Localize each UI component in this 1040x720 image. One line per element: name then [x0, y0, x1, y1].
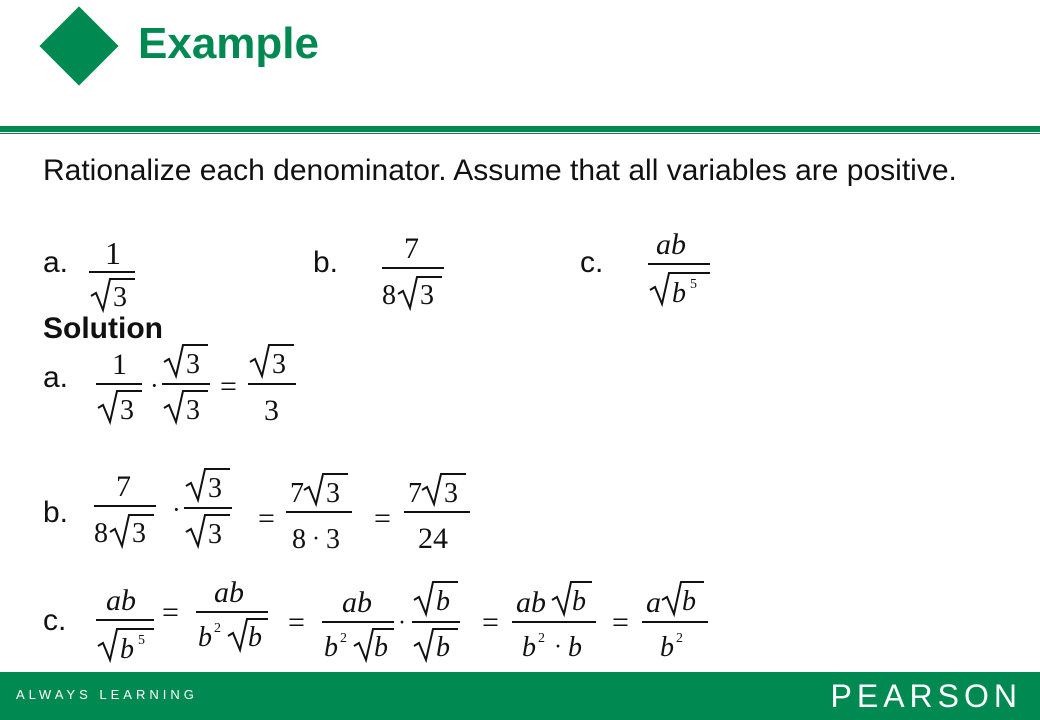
- sol-a-three-2: 3: [186, 349, 200, 380]
- sol-c-ab-4: ab: [516, 586, 546, 619]
- sol-b-three-1: 3: [132, 518, 146, 549]
- sol-c-b-10: b: [568, 632, 582, 663]
- solution-label-c: c.: [43, 604, 67, 637]
- header-rule-thin: [0, 133, 1040, 134]
- sol-c-b-12: b: [660, 632, 674, 663]
- sol-a-one: 1: [112, 348, 127, 381]
- sol-a-three-1: 3: [120, 395, 134, 426]
- instruction-text: Rationalize each denominator. Assume that all variables are positive.: [43, 154, 957, 187]
- header-rule: [0, 126, 1040, 132]
- problem-label-a: a.: [43, 246, 69, 279]
- sol-b-twentyfour: 24: [418, 522, 448, 555]
- sol-c-ab-3: ab: [342, 586, 372, 619]
- footer-bar: [0, 672, 1040, 720]
- sol-b-three-6: 3: [444, 478, 458, 509]
- sol-c-ab-2: ab: [214, 576, 244, 609]
- sol-b-eight-2: 8: [292, 524, 306, 555]
- sol-b-three-5: 3: [326, 524, 340, 555]
- problem-a-expression: [85, 232, 145, 316]
- sol-c-two-4: 2: [676, 631, 683, 646]
- solution-c-expression: [92, 576, 722, 670]
- sol-c-two-3: 2: [538, 631, 545, 646]
- sol-c-b-7: b: [436, 632, 450, 663]
- sol-c-b-6: b: [436, 586, 450, 617]
- sol-c-equals-3: =: [482, 606, 499, 639]
- sol-c-b-9: b: [522, 632, 536, 663]
- problem-label-c: c.: [580, 246, 604, 279]
- sol-c-two-2: 2: [340, 631, 347, 646]
- sol-b-seven-2: 7: [290, 478, 304, 509]
- slide-title: Example: [138, 19, 319, 68]
- sol-a-three-5: 3: [264, 394, 279, 427]
- solution-heading: Solution: [43, 312, 163, 345]
- sol-c-b-3: b: [248, 622, 262, 653]
- sol-a-equals: =: [220, 370, 237, 403]
- sol-a-dot: ·: [150, 371, 159, 400]
- sol-c-b-11: b: [682, 586, 696, 617]
- sol-c-a: a: [646, 586, 661, 619]
- sol-c-equals-2: =: [288, 606, 305, 639]
- solution-a-expression: [90, 340, 310, 430]
- problem-c-radicand-var: b: [672, 278, 686, 308]
- sol-c-b-8: b: [572, 586, 586, 617]
- problem-b-expression: [378, 228, 450, 312]
- sol-b-seven-1: 7: [116, 470, 131, 503]
- footer-tagline: ALWAYS LEARNING: [16, 687, 198, 702]
- sol-c-dot-2: ·: [554, 634, 562, 660]
- problem-c-radicand-exp: 5: [690, 277, 697, 292]
- sol-c-b-4: b: [324, 632, 338, 663]
- problem-a-radicand: 3: [113, 282, 127, 313]
- sol-b-eight-1: 8: [94, 518, 108, 549]
- sol-b-equals-2: =: [374, 502, 391, 535]
- sol-b-dot-2: ·: [312, 526, 320, 552]
- problem-b-coefficient: 8: [382, 280, 396, 311]
- title-diamond-icon: [39, 6, 118, 85]
- sol-a-three-3: 3: [186, 395, 200, 426]
- problem-b-numerator: 7: [404, 232, 419, 265]
- solution-label-b: b.: [43, 496, 69, 529]
- sol-c-two-1: 2: [214, 621, 221, 636]
- sol-b-three-4: 3: [326, 478, 340, 509]
- problem-label-b: b.: [313, 246, 339, 279]
- sol-b-dot: ·: [172, 495, 181, 524]
- sol-c-equals-4: =: [612, 606, 629, 639]
- sol-b-seven-3: 7: [408, 478, 422, 509]
- sol-b-three-3: 3: [208, 519, 222, 550]
- sol-c-b-5: b: [374, 632, 388, 663]
- problem-c-numerator: ab: [656, 228, 686, 261]
- sol-b-three-2: 3: [208, 473, 222, 504]
- problem-c-expression: [644, 224, 714, 308]
- sol-c-ab-1: ab: [106, 584, 136, 617]
- pearson-logo: PEARSON: [830, 678, 1022, 714]
- sol-c-equals-1: =: [162, 596, 179, 629]
- sol-c-five: 5: [138, 633, 145, 648]
- problem-b-radicand: 3: [420, 280, 434, 311]
- solution-label-a: a.: [43, 361, 69, 394]
- sol-c-dot-1: ·: [398, 610, 406, 636]
- sol-c-b-2: b: [198, 622, 212, 653]
- sol-a-three-4: 3: [272, 349, 286, 380]
- solution-b-expression: [90, 466, 480, 556]
- sol-c-b-1: b: [120, 634, 134, 665]
- sol-b-equals-1: =: [258, 502, 275, 535]
- problem-a-numerator: 1: [105, 235, 121, 271]
